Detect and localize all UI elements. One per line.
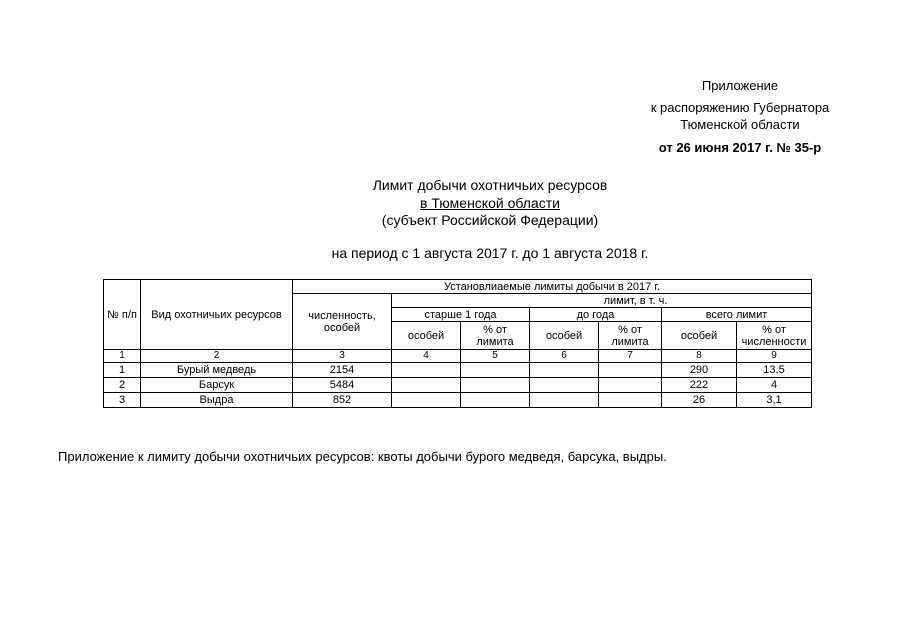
row-older-osobey [392, 363, 461, 378]
header-pct-limit: % от лимита [461, 322, 530, 350]
table-row [104, 363, 812, 378]
row-younger-pct [599, 378, 662, 393]
col-number: 7 [599, 350, 662, 363]
row-younger-osobey [530, 363, 599, 378]
col-number: 1 [104, 350, 141, 363]
col-number: 6 [530, 350, 599, 363]
row-older-osobey [392, 393, 461, 408]
row-no: 2 [104, 378, 141, 393]
appendix-date: от 26 июня 2017 г. № 35-р [658, 140, 822, 155]
header-pct-count: % от численности [737, 322, 812, 350]
header-no: № п/п [104, 280, 141, 350]
row-pct-count: 13,5 [737, 363, 812, 378]
row-older-pct [461, 378, 530, 393]
col-number: 5 [461, 350, 530, 363]
row-kind: Выдра [141, 393, 293, 408]
header-limit-incl: лимит, в т. ч. [392, 294, 812, 308]
appendix-order-ref: к распоряжению Губернатора [650, 100, 830, 115]
header-count: численность, особей [293, 294, 392, 350]
col-number: 2 [141, 350, 293, 363]
row-pct-count: 4 [737, 378, 812, 393]
row-younger-pct [599, 363, 662, 378]
row-older-osobey [392, 378, 461, 393]
row-younger-osobey [530, 393, 599, 408]
header-osobey: особей [662, 322, 737, 350]
row-kind: Барсук [141, 378, 293, 393]
doc-title-region: в Тюменской области [420, 195, 560, 211]
row-younger-pct [599, 393, 662, 408]
row-older-pct [461, 393, 530, 408]
header-older: старше 1 года [392, 308, 530, 322]
header-limits: Установлиаемые лимиты добычи в 2017 г. [293, 280, 812, 294]
row-no: 1 [104, 363, 141, 378]
row-count: 5484 [293, 378, 392, 393]
row-total: 222 [662, 378, 737, 393]
row-kind: Бурый медведь [141, 363, 293, 378]
row-pct-count: 3,1 [737, 393, 812, 408]
col-number: 3 [293, 350, 392, 363]
header-osobey: особей [530, 322, 599, 350]
header-kind: Вид охотничьих ресурсов [141, 280, 293, 350]
row-total: 290 [662, 363, 737, 378]
appendix-region: Тюменской области [680, 117, 800, 132]
table-row [104, 393, 812, 408]
doc-title-subject: (субъект Российской Федерации) [381, 212, 599, 228]
header-osobey: особей [392, 322, 461, 350]
row-older-pct [461, 363, 530, 378]
col-number: 8 [662, 350, 737, 363]
header-younger: до года [530, 308, 662, 322]
col-number: 4 [392, 350, 461, 363]
header-pct-limit: % от лимита [599, 322, 662, 350]
col-number: 9 [737, 350, 812, 363]
row-no: 3 [104, 393, 141, 408]
header-total: всего лимит [662, 308, 812, 322]
row-count: 852 [293, 393, 392, 408]
table-row [104, 378, 812, 393]
row-younger-osobey [530, 378, 599, 393]
limits-table [103, 279, 812, 408]
row-total: 26 [662, 393, 737, 408]
footer-note: Приложение к лимиту добычи охотничьих ресурсов: квоты добычи бурого медведя, барсука, выдры. [58, 449, 667, 464]
appendix-label: Приложение [701, 78, 779, 93]
doc-title: Лимит добычи охотничьих ресурсов [372, 177, 608, 193]
doc-period: на период с 1 августа 2017 г. до 1 августа 2018 г. [331, 245, 649, 261]
row-count: 2154 [293, 363, 392, 378]
